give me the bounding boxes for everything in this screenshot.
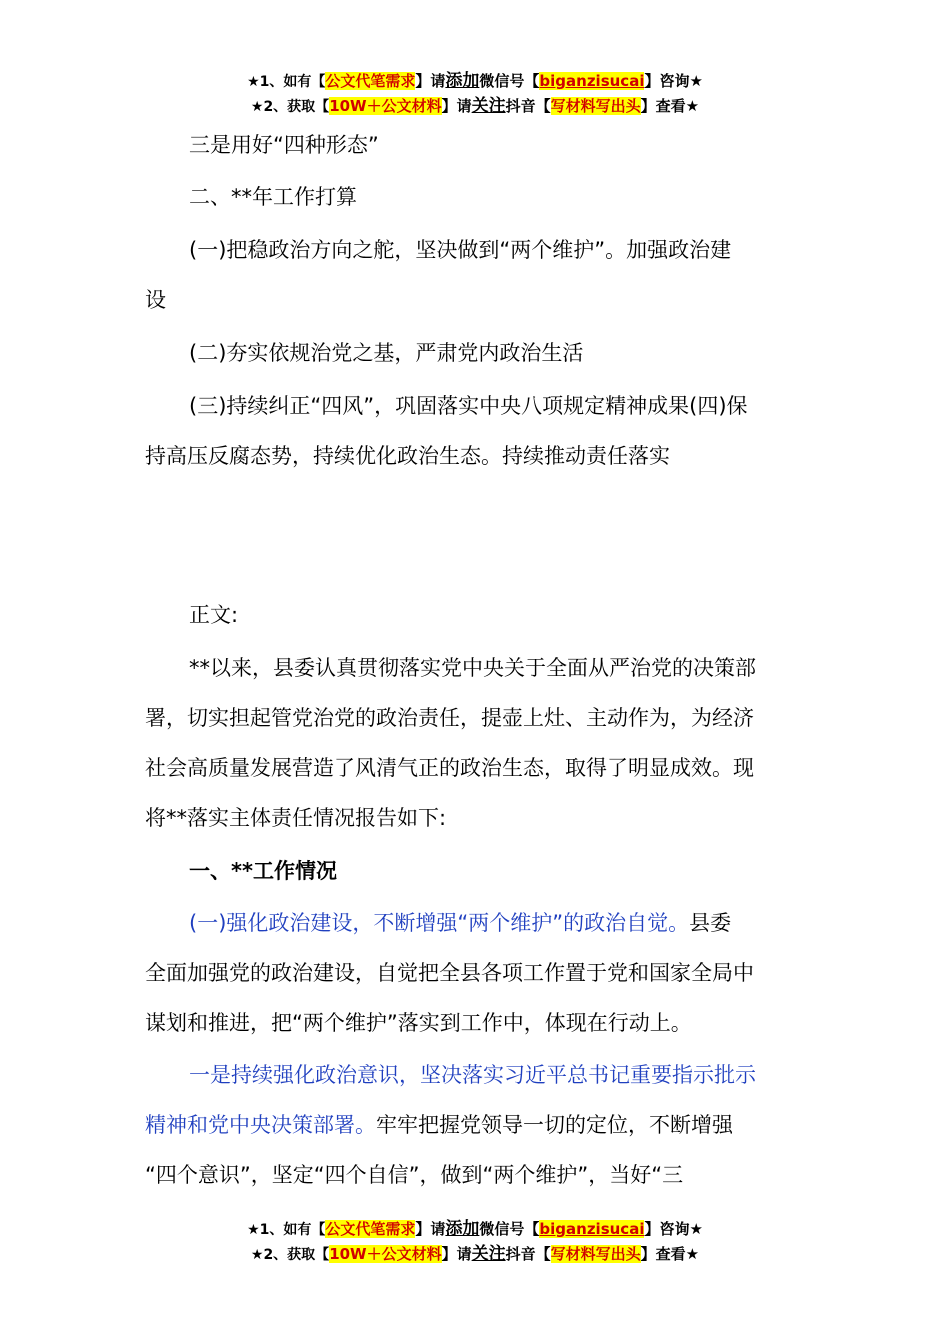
paragraph-line: 持高压反腐态势，持续优化政治生态。持续推动责任落实 (145, 444, 670, 468)
banner-text: ★2、获取【 (250, 1247, 330, 1263)
blue-subheading: 一是持续强化政治意识，坚决落实习近平总书记重要指示批示 (189, 1063, 756, 1087)
blue-subheading: 精神和党中央决策部署。 (145, 1113, 376, 1137)
paragraph-line: 署，切实担起管党治党的政治责任，提壶上灶、主动作为，为经济 (145, 706, 754, 730)
highlight-douyin: 写材料写出头 (550, 97, 641, 115)
paragraph-line: 全面加强党的政治建设，自觉把全县各项工作置于党和国家全局中 (145, 961, 754, 985)
banner-text: 】查看★ (640, 97, 700, 115)
paragraph-line: (一)把稳政治方向之舵，坚决做到“两个维护”。加强政治建 (189, 238, 732, 262)
paragraph-line: (三)持续纠正“四风”，巩固落实中央八项规定精神成果(四)保 (189, 394, 748, 418)
wechat-id-link[interactable]: biganzisucai (539, 1220, 645, 1238)
banner-text: 】请 (441, 1245, 472, 1263)
top-banner (0, 69, 950, 119)
banner-underline: 添加 (445, 71, 480, 91)
paragraph-text: 县委 (689, 911, 732, 935)
paragraph-line: 将**落实主体责任情况报告如下: (145, 806, 447, 830)
highlight-douyin: 写材料写出头 (550, 1245, 641, 1263)
banner-text: 】咨询★ (644, 1220, 703, 1238)
body-label: 正文: (189, 603, 239, 627)
bottom-banner (0, 1217, 950, 1267)
banner-underline: 关注 (471, 96, 506, 116)
paragraph-line (145, 898, 810, 948)
banner-text: 微信号【 (479, 1220, 540, 1238)
banner-text: 抖音【 (505, 1245, 551, 1263)
paragraph-line: (二)夯实依规治党之基，严肃党内政治生活 (189, 341, 584, 365)
paragraph-text: 牢牢把握党领导一切的定位，不断增强 (376, 1113, 733, 1137)
paragraph-line (145, 1100, 810, 1150)
section-heading: 一、**工作情况 (189, 859, 337, 883)
paragraph-line: 谋划和推进，把“两个维护”落实到工作中，体现在行动上。 (145, 1011, 692, 1035)
paragraph-line: “四个意识”，坚定“四个自信”，做到“两个维护”，当好“三 (145, 1163, 684, 1187)
banner-line-1 (0, 1217, 950, 1242)
blue-subheading: (一)强化政治建设，不断增强“两个维护”的政治自觉。 (189, 911, 690, 935)
section-heading: 二、**年工作打算 (189, 185, 357, 209)
paragraph-line: 设 (145, 288, 166, 312)
highlight-service: 公文代笔需求 (325, 1220, 416, 1238)
highlight-service: 公文代笔需求 (325, 72, 416, 90)
banner-text: ★1、如有【 (247, 1222, 326, 1238)
banner-text: 】请 (415, 1220, 446, 1238)
banner-underline: 关注 (471, 1244, 506, 1264)
banner-text: 】请 (441, 97, 472, 115)
highlight-materials: 10W＋公文材料 (329, 1245, 442, 1263)
banner-line-2 (0, 1242, 950, 1267)
banner-line-2 (0, 94, 950, 119)
banner-text: ★1、如有【 (247, 74, 326, 90)
banner-text: 】请 (415, 72, 446, 90)
banner-text: ★2、获取【 (250, 99, 330, 115)
banner-text: 微信号【 (479, 72, 540, 90)
paragraph-line: **以来，县委认真贯彻落实党中央关于全面从严治党的决策部 (189, 656, 756, 680)
highlight-materials: 10W＋公文材料 (329, 97, 442, 115)
paragraph-line: 三是用好“四种形态” (189, 133, 379, 157)
paragraph-line: 社会高质量发展营造了风清气正的政治生态，取得了明显成效。现 (145, 756, 754, 780)
wechat-id-link[interactable]: biganzisucai (539, 72, 645, 90)
banner-line-1 (0, 69, 950, 94)
banner-underline: 添加 (445, 1219, 480, 1239)
banner-text: 】查看★ (640, 1245, 700, 1263)
banner-text: 】咨询★ (644, 72, 703, 90)
banner-text: 抖音【 (505, 97, 551, 115)
